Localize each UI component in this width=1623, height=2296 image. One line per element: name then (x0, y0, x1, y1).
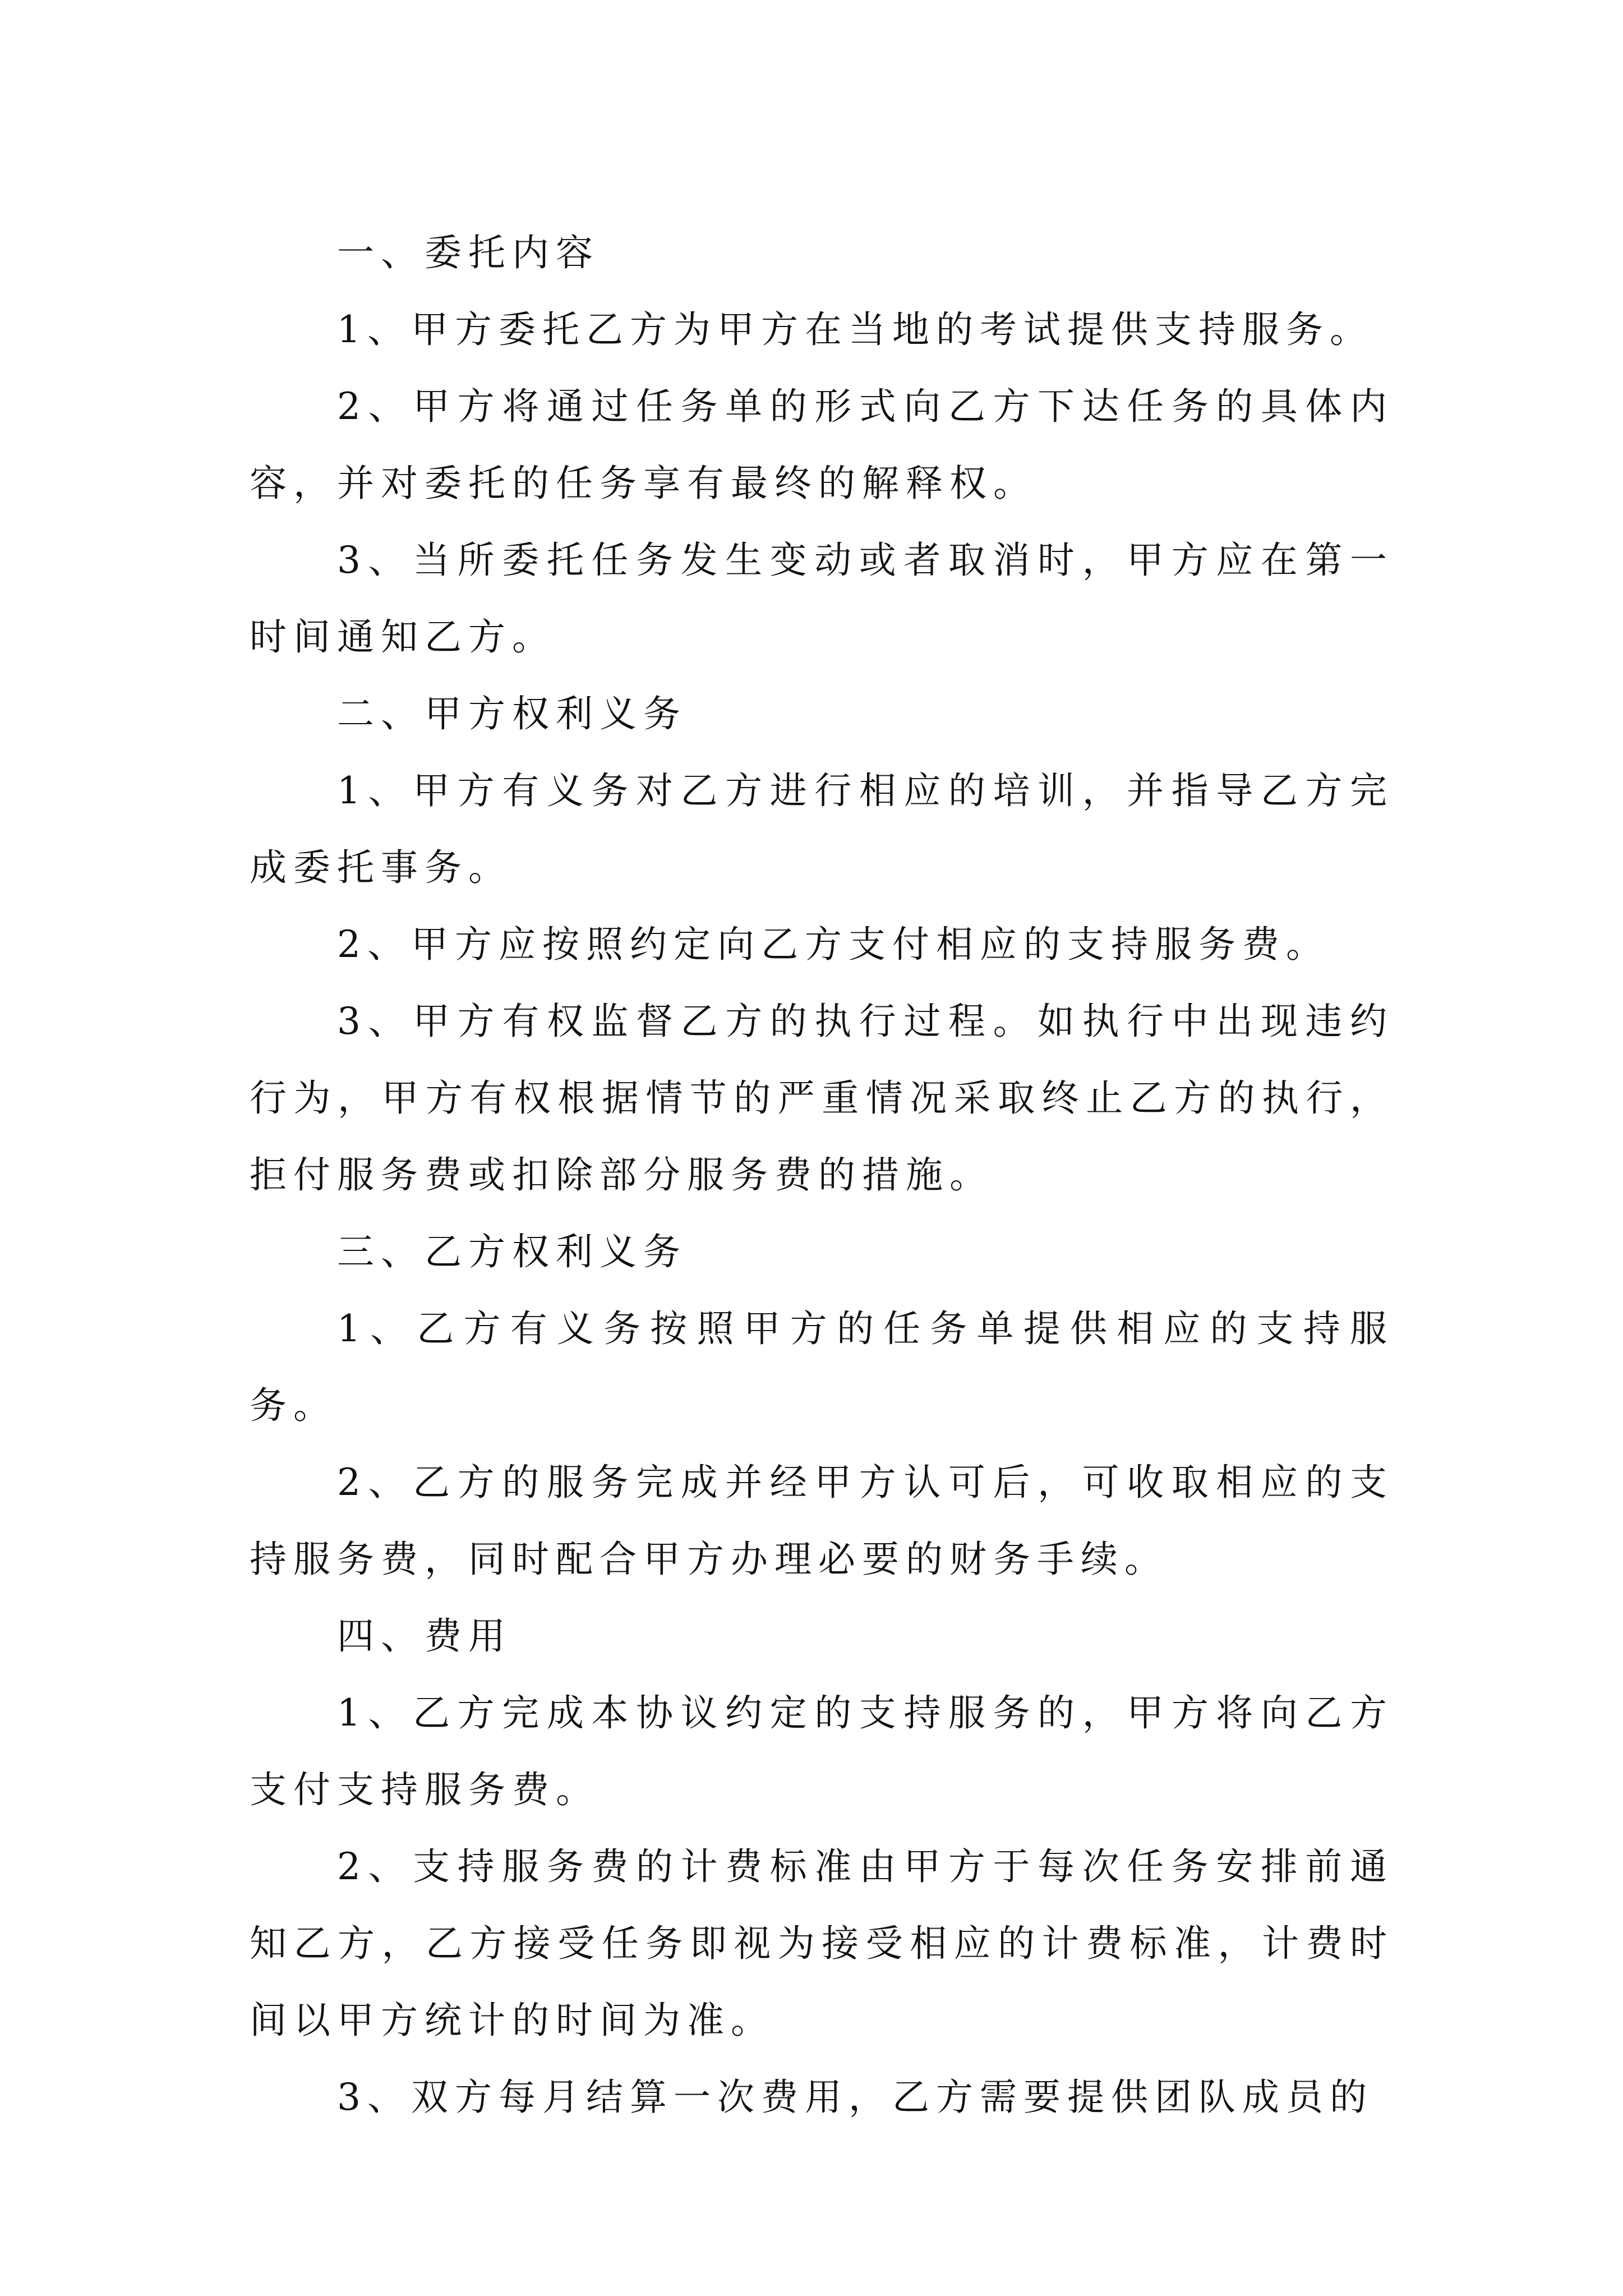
section-heading-1: 一、委托内容 (337, 231, 600, 274)
paragraph-2-2: 2、甲方应按照约定向乙方支付相应的支持服务费。 (337, 923, 1330, 966)
paragraph-1-2: 2、甲方将通过任务单的形式向乙方下达任务的具体内容，并对委托的任务享有最终的解释权。 (250, 385, 1394, 505)
section-heading-3: 三、乙方权利义务 (337, 1230, 687, 1273)
paragraph-1-3: 3、当所委托任务发生变动或者取消时，甲方应在第一时间通知乙方。 (250, 539, 1394, 659)
section-heading-4: 四、费用 (337, 1614, 512, 1658)
paragraph-2-3: 3、甲方有权监督乙方的执行过程。如执行中出现违约行为，甲方有权根据情节的严重情况采取终止乙方的执行，拒付服务费或扣除部分服务费的措施。 (250, 1000, 1394, 1197)
paragraph-4-3: 3、双方每月结算一次费用，乙方需要提供团队成员的 (337, 2076, 1373, 2119)
paragraph-4-2: 2、支持服务费的计费标准由甲方于每次任务安排前通知乙方，乙方接受任务即视为接受相应的计费标准，计费时间以甲方统计的时间为准。 (250, 1845, 1394, 2042)
paragraph-4-1: 1、乙方完成本协议约定的支持服务的，甲方将向乙方支付支持服务费。 (250, 1691, 1394, 1811)
paragraph-2-1: 1、甲方有义务对乙方进行相应的培训，并指导乙方完成委托事务。 (250, 769, 1394, 889)
paragraph-3-1: 1、乙方有义务按照甲方的任务单提供相应的支持服务。 (250, 1307, 1394, 1427)
paragraph-1-1: 1、甲方委托乙方为甲方在当地的考试提供支持服务。 (337, 308, 1373, 351)
paragraph-3-2: 2、乙方的服务完成并经甲方认可后，可收取相应的支持服务费，同时配合甲方办理必要的财务手续。 (250, 1461, 1394, 1581)
section-heading-2: 二、甲方权利义务 (337, 692, 687, 735)
document-body (250, 214, 1394, 2136)
